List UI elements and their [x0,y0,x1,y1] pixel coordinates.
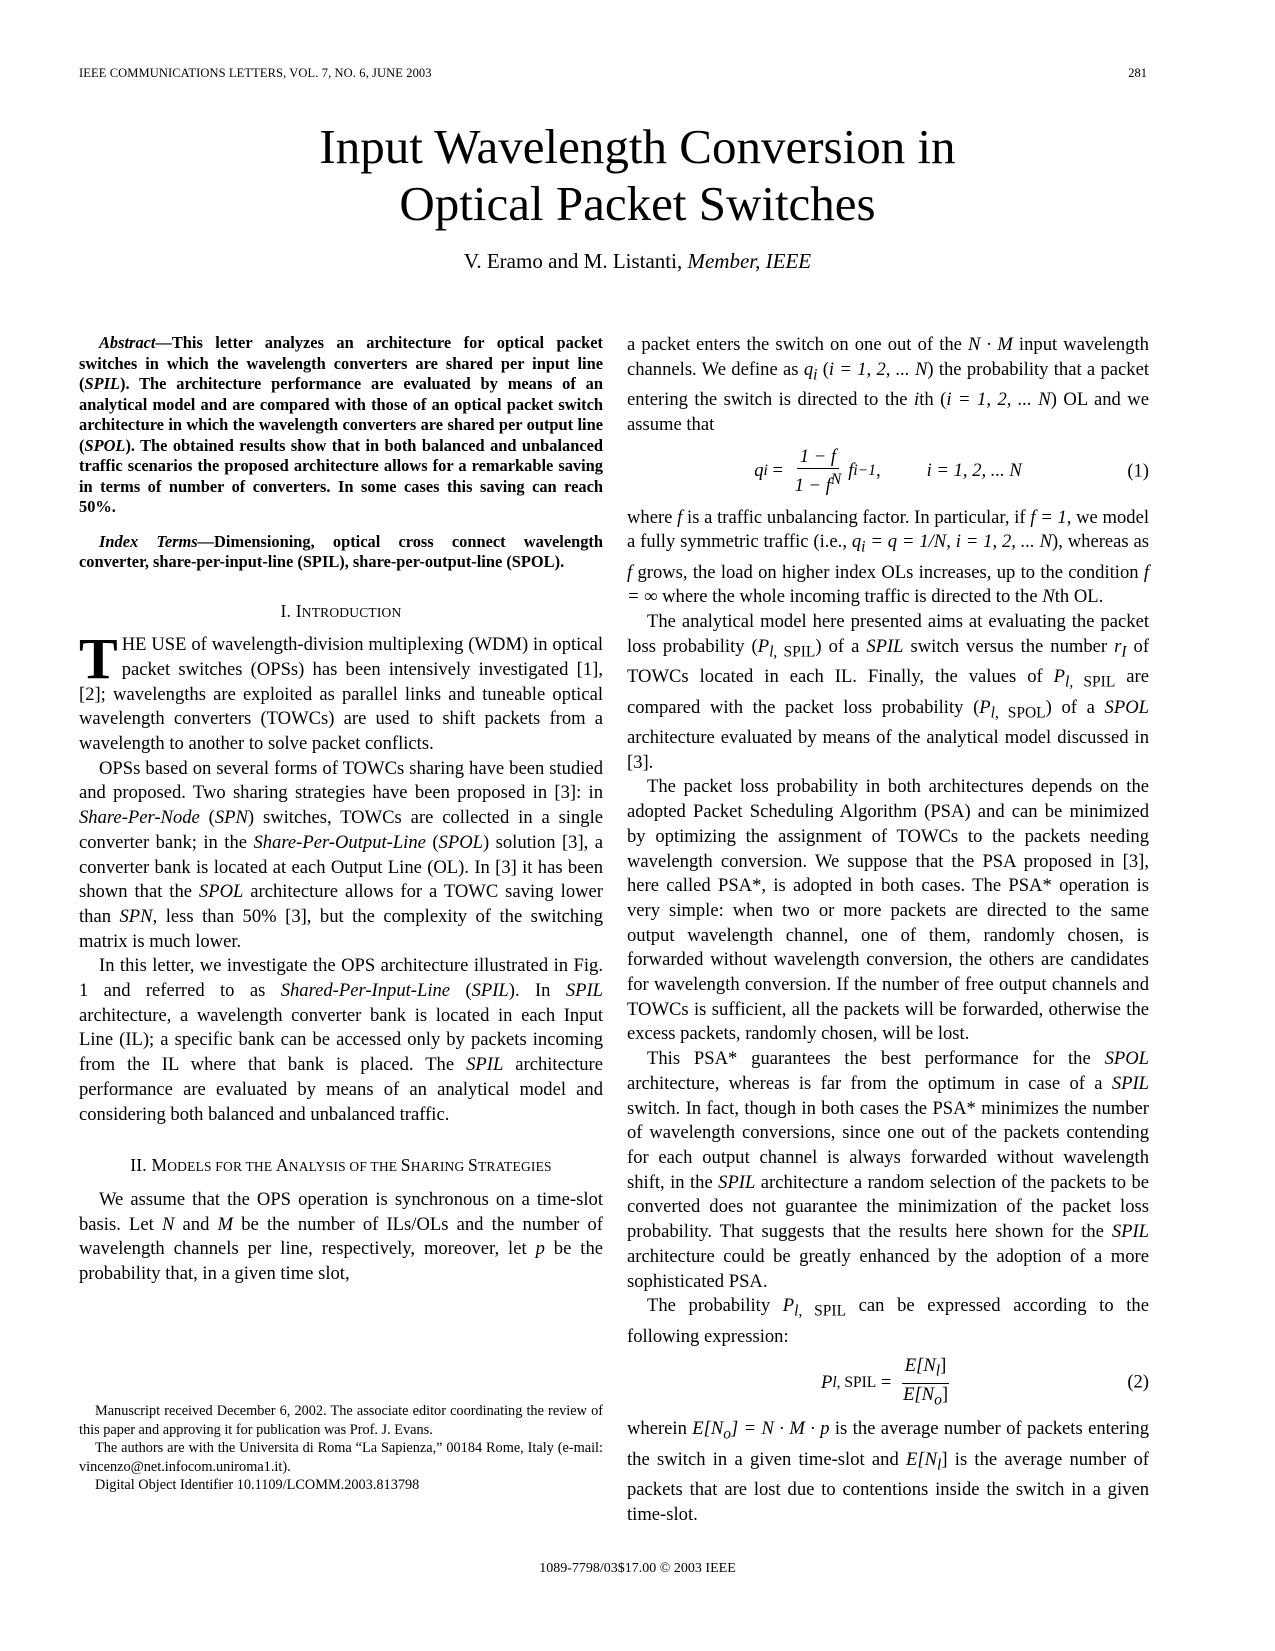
drop-cap: T [79,626,118,692]
page-number: 281 [1128,66,1147,80]
equation-2: P l, SPIL = $\frac{E[N_l]}{E[N_o]}$ (2) [627,1353,1149,1413]
intro-paragraph-1 [79,626,603,757]
footnote-affiliation: The authors are with the Universita di Roma “La Sapienza,” 00184 Rome, Italy (e-mail: vincenzo@net.infocom.uniroma1.it). [79,1440,603,1475]
running-head: IEEE COMMUNICATIONS LETTERS, VOL. 7, NO. 6, JUNE 2003 [79,66,432,80]
left-column [79,333,603,1287]
section-title-rest: NTRODUCTION [301,604,402,620]
author-line [0,249,1275,274]
abstract [79,333,603,518]
abstract-text: This letter analyzes an architecture for optical packet switches in which the wavelength converters are shared per input line ( [79,333,603,393]
equation-1-fraction: $\frac{1 - f}{1 - f^N}$ [794,445,842,497]
footnotes [79,1402,603,1495]
right-paragraph-2: where f is a traffic unbalancing factor. In particular, if f = 1, we model a fully symmetric traffic (i.e., $q_i = q = 1/N$, i = 1, 2, ... N), whereas as f grows, the load on higher index OLs increases, up to the condition f = ∞ where the whole incoming traffic is directed to the Nth OL. [627,506,1149,608]
section-numeral: II. [130,1155,147,1176]
author-membership: Member, IEEE [687,249,812,273]
abstract-label: Abstract— [99,333,172,352]
right-paragraph-1: a packet enters the switch on one out of the N · M input wavelength channels. We define as $q_i$ (i = 1, 2, ... N) the probability that a packet entering the switch is directed to the ith (i = 1, 2, ... N) OL and we assume that [627,334,1149,435]
footnote-manuscript: Manuscript received December 6, 2002. The associate editor coordinating the review of this paper and approving it for publication was Prof. J. Evans. [79,1403,603,1438]
abstract-spil: SPIL [84,374,120,393]
abstract-text: ). The architecture performance are evaluated by means of an analytical model and are compared with those of an optical packet switch architecture in which the wavelength converters are shared per output line ( [79,374,603,455]
index-terms-label: Index Terms— [99,531,215,551]
abstract-text: ). The obtained results show that in both balanced and unbalanced traffic scenarios the proposed architecture allows for a remarkable saving in terms of number of converters. In some cases this saving can reach 50%. [79,435,603,516]
right-paragraph-7: wherein $E[N_o] = N \cdot M \cdot p$ is the average number of packets entering the switch in a given time-slot and $E[N_l]$ is the average number of packets that are lost due to contentions inside the switch in a given time-slot. [627,1418,1149,1525]
right-paragraph-3: The analytical model here presented aims at evaluating the packet loss probability $(P_{l, SPIL})$ of a SPIL switch versus the number $r_I$ of TOWCs located in each IL. Finally, the values of $P_{l, SPIL}$ are compared with the packet loss probability $(P_{l, SPOL})$ of a SPOL architecture evaluated by means of the analytical model discussed in [3]. [627,611,1150,773]
right-paragraph-6: The probability $P_{l, SPIL}$ can be expressed according to the following expression: [627,1295,1149,1347]
paragraph-text: HE USE of wavelength-division multiplexing (WDM) in optical packet switches (OPSs) has been intensively investigated [1], [2]; wavelengths are exploited as parallel links and tuneable optical wavelength converters (TOWCs) are used to shift packets from a wavelength to another to solve packet conflicts. [79,634,603,755]
title-line-2: Optical Packet Switches [399,176,876,231]
paper-title [0,118,1275,232]
right-paragraph-5: This PSA* guarantees the best performance for the SPOL architecture, whereas is far from the optimum in case of a SPIL switch. In fact, though in both cases the PSA* minimizes the number of wavelength conversions, since one out of the packets contending for each output channel is always forwarded without wavelength shift, in the SPIL architecture a random selection of the packets to be converted does not guarantee the minimization of the packet loss probability. That suggests that the results here shown for the SPIL architecture could be greatly enhanced by the adoption of a more sophisticated PSA. [627,1048,1149,1292]
abstract-spol: SPOL [84,435,126,455]
equation-1: q i = $\frac{1 - f}{1 - f^N}$ f i−1 , i = 1, 2, ... N (1) [754,445,1149,497]
equation-1-number: (1) [1127,460,1149,482]
index-terms-text: Dimensioning, optical cross connect wavelength converter, share-per-input-line (SPIL), share-per-output-line (SPOL). [79,531,603,571]
intro-paragraph-2: OPSs based on several forms of TOWCs sharing have been studied and proposed. Two sharing strategies have been proposed in [3]: in Share-Per-Node (SPN) switches, TOWCs are collected in a single converter bank; in the Share-Per-Output-Line (SPOL) solution [3], a converter bank is located at each Output Line (OL). In [3] it has been shown that the SPOL architecture allows for a TOWC saving lower than SPN, less than 50% [3], but the complexity of the switching matrix is much lower. [79,757,604,952]
section-title-cap: I [295,600,302,621]
right-column [627,333,1149,1528]
footnote-doi: Digital Object Identifier 10.1109/LCOMM.2003.813798 [95,1477,420,1493]
section-heading-introduction [79,599,603,626]
equation-2-number: (2) [1127,1371,1149,1393]
models-paragraph-1: We assume that the OPS operation is synchronous on a time-slot basis. Let N and M be the number of ILs/OLs and the number of wavelength channels per line, respectively, moreover, let p be the probability that, in a given time slot, [79,1188,603,1285]
author-names: V. Eramo and M. Listanti, [463,249,683,273]
right-paragraph-4: The packet loss probability in both architectures depends on the adopted Packet Scheduling Algorithm (PSA) and can be minimized by optimizing the assignment of TOWCs to the packets needing wavelength conversion. We suppose that the PSA proposed in [3], here called PSA*, is adopted in both cases. The PSA* operation is very simple: when two or more packets are directed to the same output wavelength channel, one of them, randomly chosen, is forwarded without wavelength conversion, the others are candidates for wavelength conversion. If the number of free output channels and TOWCs is sufficient, all the packets will be forwarded, otherwise the excess packets, randomly chosen, will be lost. [627,776,1149,1045]
equation-2-fraction: $\frac{E[N_l]}{E[N_o]}$ [903,1355,949,1409]
section-heading-models: II. MODELS FOR THE ANALYSIS OF THE SHARING STRATEGIES [130,1155,552,1176]
copyright-footer: 1089-7798/03$17.00 © 2003 IEEE [539,1561,736,1576]
title-line-1: Input Wavelength Conversion in [319,119,956,174]
intro-paragraph-3: In this letter, we investigate the OPS architecture illustrated in Fig. 1 and referred to as Shared-Per-Input-Line (SPIL). In SPIL architecture, a wavelength converter bank is located in each Input Line (IL); a specific bank can be accessed only by packets incoming from the IL where that bank is placed. The SPIL architecture performance are evaluated by means of an analytical model and considering both balanced and unbalanced traffic. [79,955,603,1125]
index-terms [79,532,603,573]
section-numeral: I. [280,600,292,621]
